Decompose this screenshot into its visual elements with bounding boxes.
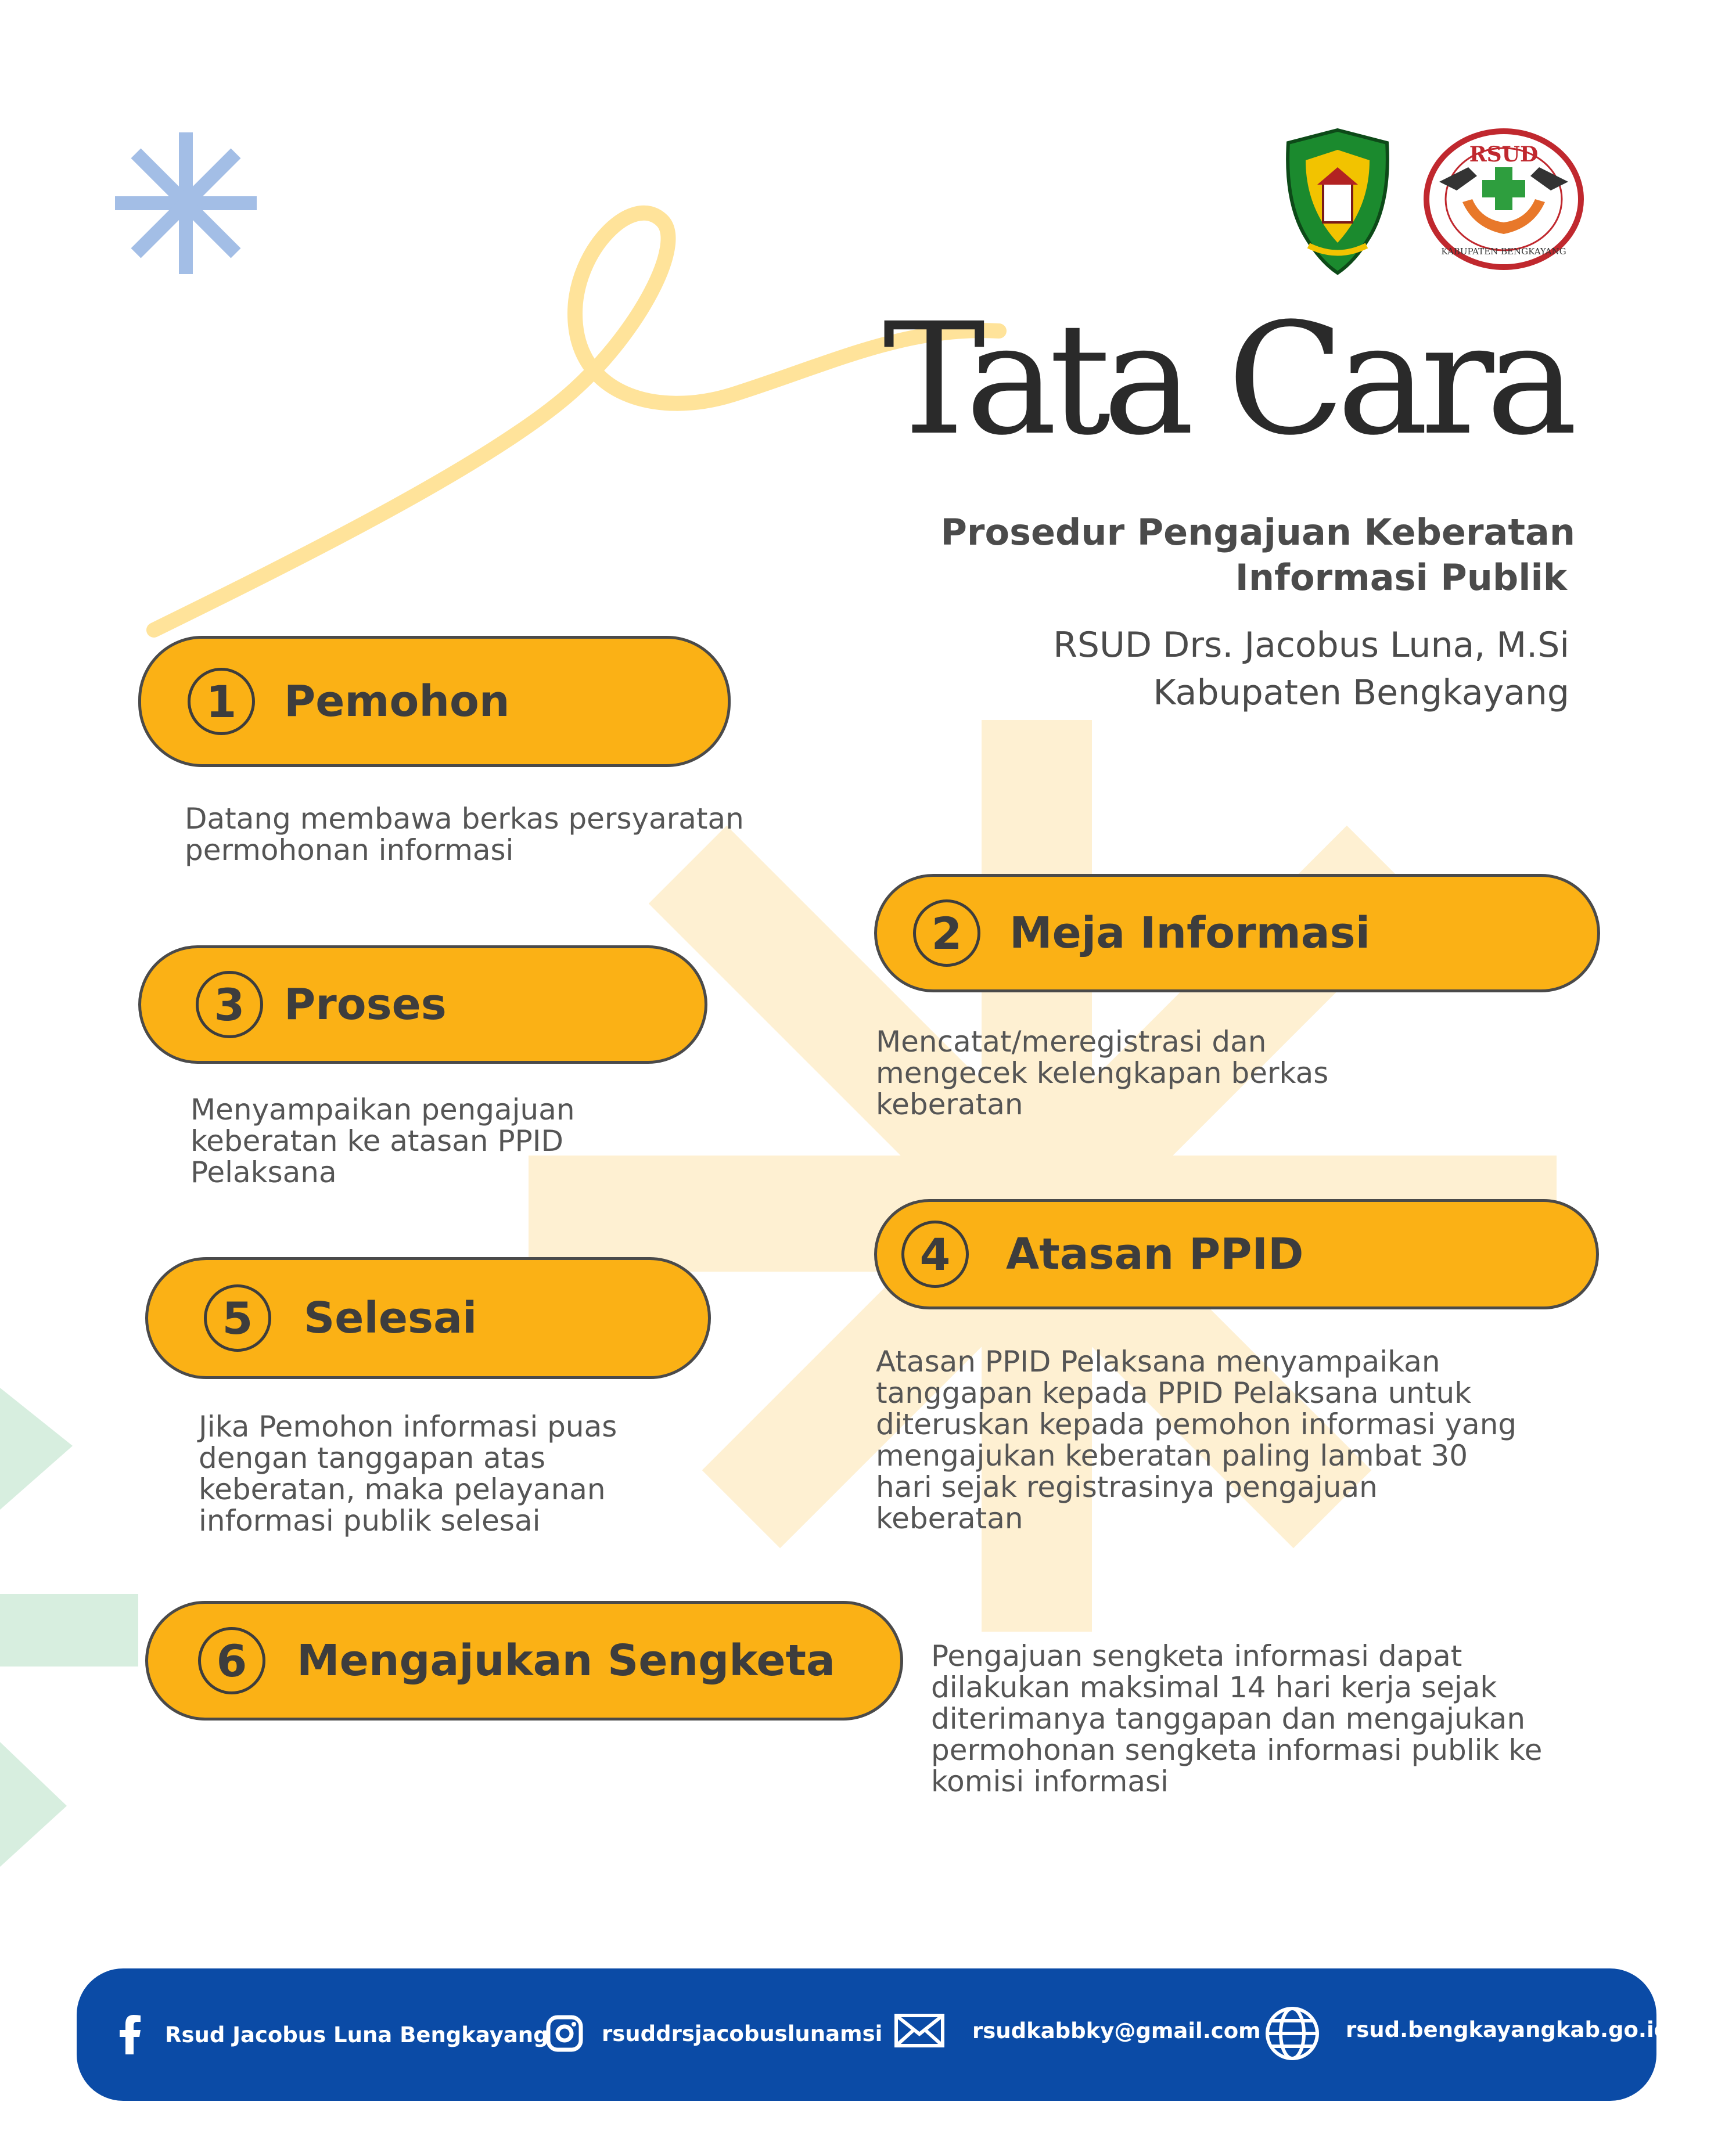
step-1-description — [185, 803, 744, 866]
instagram-text: rsuddrsjacobuslunamsi — [602, 2021, 883, 2046]
step-3-pill — [138, 945, 707, 1064]
step-6-description-line: permohonan sengketa informasi publik ke — [931, 1733, 1543, 1767]
step-3-label: Proses — [284, 980, 447, 1030]
step-6-label: Mengajukan Sengketa — [297, 1636, 835, 1686]
mail-icon — [894, 2014, 944, 2047]
org-line-2: Kabupaten Bengkayang — [1153, 672, 1569, 713]
step-1-description-line: permohonan informasi — [185, 833, 514, 867]
page-title: Tata Cara — [883, 290, 1570, 469]
facebook-link[interactable] — [118, 2015, 549, 2054]
step-2-description-line: keberatan — [876, 1088, 1023, 1121]
step-2-description-line: mengecek kelengkapan berkas — [876, 1056, 1329, 1090]
organization-name — [1053, 621, 1569, 717]
step-4-description — [876, 1346, 1516, 1534]
step-6-description-line: komisi informasi — [931, 1765, 1169, 1798]
org-line-1: RSUD Drs. Jacobus Luna, M.Si — [1053, 625, 1569, 665]
facebook-icon — [118, 2015, 142, 2054]
step-2-label: Meja Informasi — [1009, 908, 1371, 958]
step-4-description-line: keberatan — [876, 1502, 1023, 1535]
subtitle-line-1: Prosedur Pengajuan Keberatan — [940, 511, 1575, 553]
step-6-pill — [145, 1601, 903, 1721]
email-link[interactable] — [894, 2014, 1261, 2047]
step-4-description-line: diteruskan kepada pemohon informasi yang — [876, 1408, 1517, 1441]
step-3-number: 3 — [196, 971, 263, 1038]
email-text: rsudkabbky@gmail.com — [972, 2018, 1261, 2043]
contact-footer — [77, 1968, 1670, 2101]
regency-logo — [1282, 127, 1393, 278]
blue-asterisk-decoration — [115, 132, 257, 274]
step-6-description-line: Pengajuan sengketa informasi dapat — [931, 1639, 1462, 1673]
step-4-description-line: tanggapan kepada PPID Pelaksana untuk — [876, 1376, 1472, 1410]
step-4-description-line: hari sejak registrasinya pengajuan — [876, 1470, 1378, 1504]
rsud-logo-text: RSUD — [1469, 142, 1539, 167]
step-2-description — [876, 1026, 1328, 1120]
step-3-description-line: keberatan ke atasan PPID — [191, 1124, 563, 1158]
step-5-description-line: keberatan, maka pelayanan — [199, 1473, 606, 1506]
step-6-description — [931, 1640, 1542, 1797]
page-subtitle — [940, 510, 1575, 600]
instagram-link[interactable] — [546, 2015, 882, 2052]
step-5-number: 5 — [204, 1284, 271, 1352]
step-2-description-line: Mencatat/meregistrasi dan — [876, 1025, 1267, 1059]
subtitle-line-2: Informasi Publik — [1235, 556, 1567, 599]
globe-icon — [1264, 2006, 1320, 2061]
step-4-pill — [874, 1199, 1599, 1309]
step-1-description-line: Datang membawa berkas persyaratan — [185, 802, 744, 836]
step-3-description-line: Menyampaikan pengajuan — [191, 1093, 575, 1126]
step-6-description-line: diterimanya tanggapan dan mengajukan — [931, 1702, 1526, 1736]
step-6-number: 6 — [198, 1627, 265, 1694]
step-5-label: Selesai — [304, 1293, 477, 1343]
mint-shape-decoration — [0, 1388, 138, 1867]
rsud-logo — [1422, 127, 1586, 272]
website-text: rsud.bengkayangkab.go.id — [1346, 2017, 1670, 2042]
step-1-pill — [138, 636, 731, 767]
step-5-description — [199, 1411, 617, 1536]
step-6-description-line: dilakukan maksimal 14 hari kerja sejak — [931, 1671, 1497, 1704]
step-4-description-line: Atasan PPID Pelaksana menyampaikan — [876, 1345, 1440, 1378]
step-2-number: 2 — [913, 899, 980, 967]
step-1-label: Pemohon — [284, 676, 510, 726]
website-link[interactable] — [1264, 2006, 1669, 2061]
step-5-description-line: informasi publik selesai — [199, 1504, 541, 1538]
instagram-icon — [546, 2015, 583, 2052]
step-5-pill — [145, 1257, 711, 1379]
step-4-description-line: mengajukan keberatan paling lambat 30 — [876, 1439, 1468, 1473]
step-3-description — [191, 1094, 575, 1188]
step-5-description-line: dengan tanggapan atas — [199, 1441, 546, 1475]
ribbon-decoration — [154, 213, 999, 630]
step-3-description-line: Pelaksana — [191, 1156, 337, 1189]
step-5-description-line: Jika Pemohon informasi puas — [199, 1410, 617, 1444]
step-4-number: 4 — [901, 1221, 969, 1288]
rsud-logo-bottom-text: KABUPATEN BENGKAYANG — [1441, 246, 1566, 257]
facebook-text: Rsud Jacobus Luna Bengkayang — [165, 2022, 549, 2047]
step-1-number: 1 — [188, 668, 255, 735]
step-4-label: Atasan PPID — [1006, 1229, 1304, 1279]
step-2-pill — [874, 874, 1600, 992]
